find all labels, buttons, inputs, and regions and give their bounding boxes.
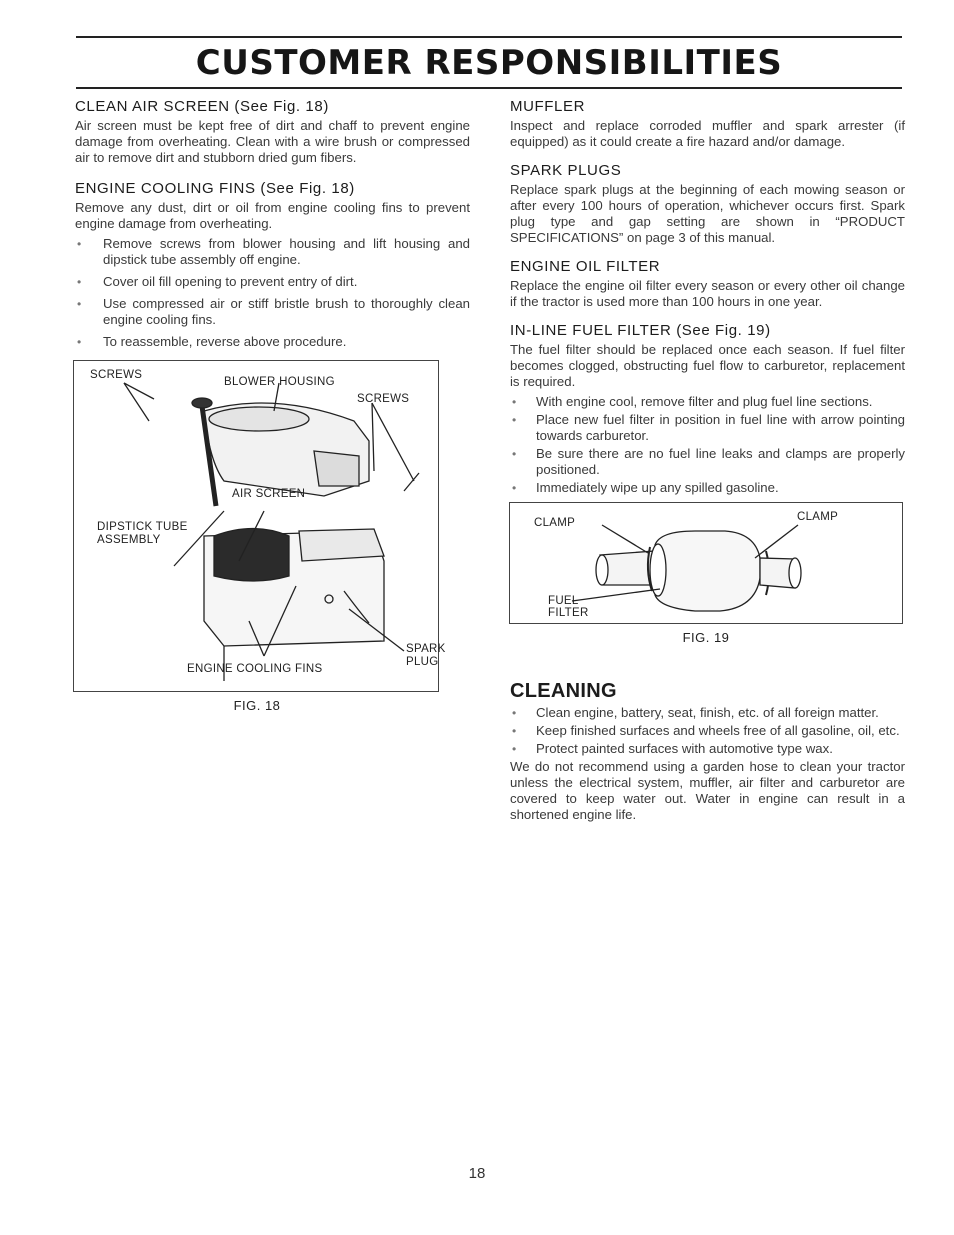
label-dipstick-tube: DIPSTICK TUBE [97, 521, 188, 533]
text-muffler: Inspect and replace corroded muffler and spark arrester (if equipped) as it could create a fire hazard and/or damage. [510, 118, 905, 149]
text-spark-plugs: Replace spark plugs at the beginning of each mowing season or after every 100 hours of operation, whichever occurs first. Spark plug type and gap setting are shown in “PRODUCT SPECIFICATIONS” on page 3 of this manual. [510, 182, 905, 245]
list-item: • Place new fuel filter in position in fuel line with arrow pointing towards carburetor. [510, 412, 905, 444]
section-engine-cooling-fins [75, 180, 470, 350]
list-item: • Keep finished surfaces and wheels free of all gasoline, oil, etc. [510, 723, 905, 739]
section-in-line-fuel-filter [510, 322, 905, 496]
list-item: • Immediately wipe up any spilled gasoline. [510, 480, 905, 496]
section-cleaning [510, 679, 905, 823]
label-dipstick-assembly: ASSEMBLY [97, 534, 161, 546]
label-plug: PLUG [406, 656, 439, 668]
label-filter: FILTER [548, 607, 589, 619]
left-column [75, 98, 470, 713]
text-cleaning: We do not recommend using a garden hose to clean your tractor unless the electrical system, muffler, air filter and carburetor are covered to keep water out. Water in engine can result in a shortened engine life. [510, 759, 905, 822]
label-screws-left: SCREWS [90, 369, 143, 381]
list-item: • To reassemble, reverse above procedure. [75, 334, 470, 350]
label-air-screen: AIR SCREEN [232, 488, 306, 500]
section-engine-oil-filter [510, 258, 905, 310]
figure-19 [509, 502, 903, 624]
text-engine-cooling-fins: Remove any dust, dirt or oil from engine cooling fins to prevent engine damage from overheating. [75, 200, 470, 231]
heading-clean-air-screen: CLEAN AIR SCREEN (See Fig. 18) [75, 98, 329, 115]
label-engine-cooling-fins: ENGINE COOLING FINS [187, 663, 323, 675]
fuel-filter-steps [510, 394, 905, 496]
text-in-line-fuel-filter: The fuel filter should be replaced once each season. If fuel filter becomes clogged, obstructing fuel flow to carburetor, replacement is required. [510, 342, 905, 389]
text-clean-air-screen: Air screen must be kept free of dirt and chaff to prevent engine damage from overheating. Clean with a wire brush or compressed air to remove dirt and stubborn dried gum fibers. [75, 118, 470, 165]
heading-spark-plugs: SPARK PLUGS [510, 162, 622, 179]
section-muffler [510, 98, 905, 150]
section-clean-air-screen [75, 98, 470, 166]
label-spark: SPARK [406, 643, 446, 655]
heading-cleaning: CLEANING [510, 680, 617, 702]
list-item: • Use compressed air or stiff bristle brush to thoroughly clean engine cooling fins. [75, 296, 470, 328]
heading-in-line-fuel-filter: IN-LINE FUEL FILTER (See Fig. 19) [510, 322, 771, 339]
heading-engine-oil-filter: ENGINE OIL FILTER [510, 258, 661, 275]
label-blower-housing: BLOWER HOUSING [224, 376, 335, 388]
cooling-fins-steps [75, 236, 470, 350]
list-item: • Be sure there are no fuel line leaks and clamps are properly positioned. [510, 446, 905, 478]
list-item: • Cover oil fill opening to prevent entry of dirt. [75, 274, 470, 290]
text-engine-oil-filter: Replace the engine oil filter every season or every other oil change if the tractor is used more than 100 hours in one year. [510, 278, 905, 309]
cleaning-steps [510, 705, 905, 757]
list-item: • Remove screws from blower housing and lift housing and dipstick tube assembly off engine. [75, 236, 470, 268]
figure-19-caption: FIG. 19 [682, 630, 730, 645]
figure-18 [73, 360, 446, 692]
section-spark-plugs [510, 162, 905, 246]
heading-engine-cooling-fins: ENGINE COOLING FINS (See Fig. 18) [75, 180, 355, 197]
right-column [510, 98, 905, 837]
list-item: • Clean engine, battery, seat, finish, etc. of all foreign matter. [510, 705, 905, 721]
page-number: 18 [468, 1165, 486, 1182]
list-item: • Protect painted surfaces with automotive type wax. [510, 741, 905, 757]
heading-muffler: MUFFLER [510, 98, 586, 115]
label-screws-right: SCREWS [357, 393, 410, 405]
page-title: CUSTOMER RESPONSIBILITIES [195, 43, 783, 83]
label-clamp-right: CLAMP [797, 511, 839, 523]
list-item: • With engine cool, remove filter and plug fuel line sections. [510, 394, 905, 410]
label-fuel: FUEL [548, 595, 579, 607]
top-rule [76, 36, 902, 38]
label-clamp-left: CLAMP [534, 517, 576, 529]
figure-18-caption: FIG. 18 [233, 698, 281, 713]
bottom-rule [76, 87, 902, 89]
